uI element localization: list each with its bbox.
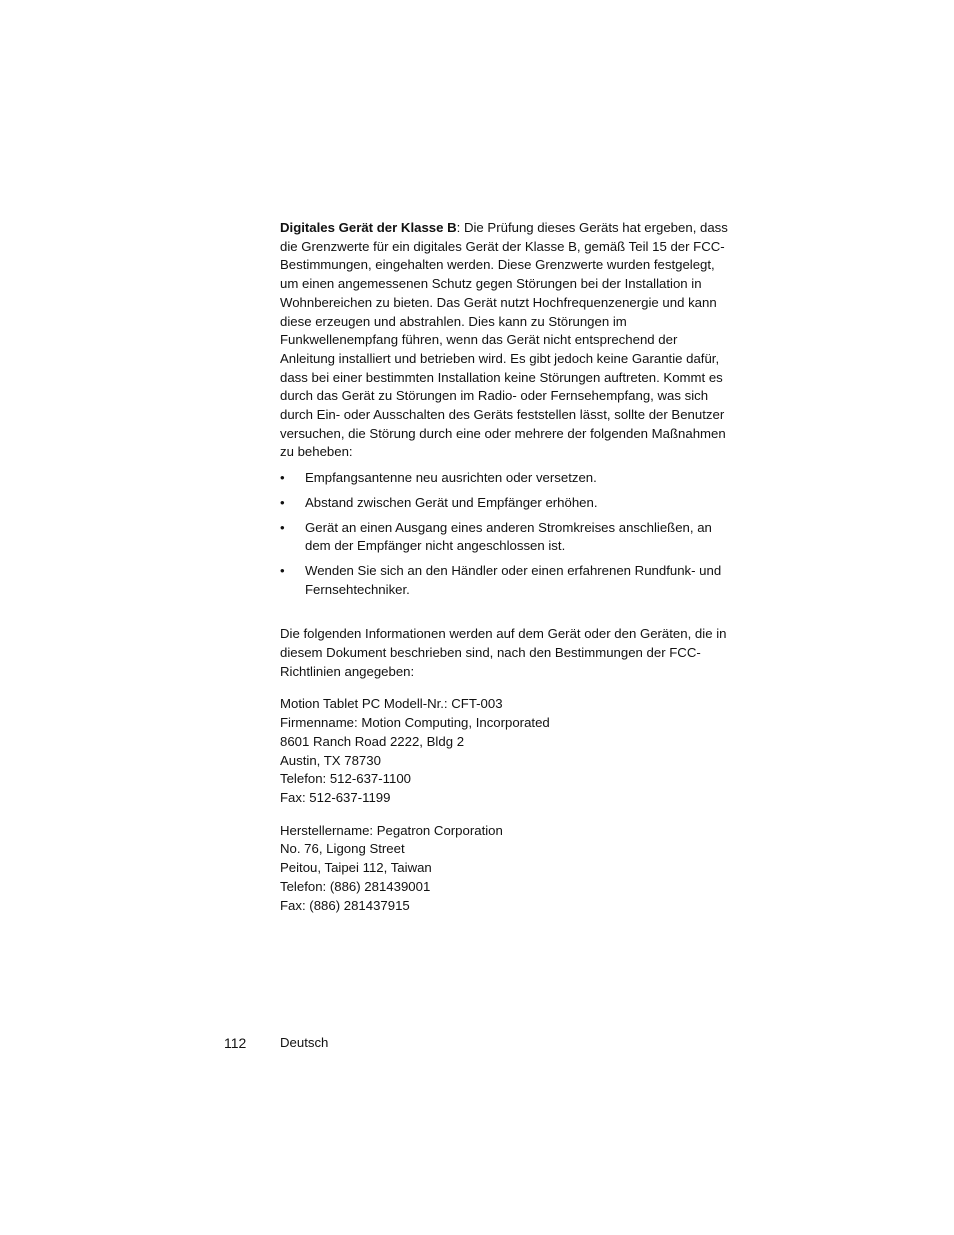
bullet-icon: •: [280, 519, 285, 535]
list-item-text: Empfangsantenne neu ausrichten oder versetzen.: [305, 470, 597, 486]
list-item: [280, 519, 732, 556]
company-address-block: [280, 695, 732, 807]
list-item-text: Abstand zwischen Gerät und Empfänger erhöhen.: [305, 494, 598, 510]
document-body: [280, 219, 732, 915]
address-line: Peitou, Taipei 112, Taiwan: [280, 860, 432, 876]
intro-heading: Digitales Gerät der Klasse B: [280, 220, 457, 235]
address-line: Motion Tablet PC Modell-Nr.: CFT-003: [280, 696, 503, 712]
address-line: 8601 Ranch Road 2222, Bldg 2: [280, 733, 465, 749]
info-paragraph: Die folgenden Informationen werden auf dem Gerät oder den Geräten, die in diesem Dokument beschrieben sind, nach den Bestimmungen der FCC-Richtlinien angegeben:: [280, 626, 727, 679]
measures-list: [280, 469, 732, 599]
address-line: Austin, TX 78730: [280, 752, 381, 768]
address-line: Fax: (886) 281437915: [280, 897, 410, 913]
address-line: Firmenname: Motion Computing, Incorporated: [280, 715, 550, 731]
address-line: Fax: 512-637-1199: [280, 789, 391, 805]
intro-paragraph: [280, 219, 732, 462]
address-line: Telefon: (886) 281439001: [280, 878, 431, 894]
list-item-text: Gerät an einen Ausgang eines anderen Stromkreises anschließen, an dem der Empfänger nicht angeschlossen ist.: [305, 519, 712, 554]
list-item-text: Wenden Sie sich an den Händler oder einen erfahrenen Rundfunk- und Fernsehtechniker.: [305, 562, 722, 597]
section-label: Deutsch: [280, 1035, 329, 1050]
address-line: No. 76, Ligong Street: [280, 841, 405, 857]
intro-text: : Die Prüfung dieses Geräts hat ergeben, dass die Grenzwerte für ein digitales Gerät der Klasse B, gemäß Teil 15 der FCC-Bestimmungen, eingehalten werden. Diese Grenzwerte wurden festgelegt, um einen angemessenen Schutz gegen Störungen bei der Installation in Wohnbereichen zu bieten. Das Gerät nutzt Hochfrequenzenergie und kann diese erzeugen und abstrahlen. Dies kann zu Störungen im Funkwellenempfang führen, wenn das Gerät nicht entsprechend der Anleitung installiert und betrieben wird. Es gibt jedoch keine Garantie dafür, dass bei einer bestimmten Installation keine Störungen auftreten. Kommt es durch das Gerät zu Störungen im Radio- oder Fernsehempfang, was sich durch Ein- oder Ausschalten des Geräts feststellen lässt, sollte der Benutzer versuchen, die Störung durch eine oder mehrere der folgenden Maßnahmen zu beheben:: [280, 220, 728, 460]
list-item: [280, 469, 732, 488]
bullet-icon: •: [280, 494, 285, 510]
page-number: 112: [224, 1035, 247, 1051]
manufacturer-address-block: [280, 822, 732, 916]
list-item: [280, 494, 732, 513]
list-item: [280, 562, 732, 599]
bullet-icon: •: [280, 470, 285, 486]
address-line: Herstellername: Pegatron Corporation: [280, 822, 503, 838]
bullet-icon: •: [280, 562, 285, 578]
address-line: Telefon: 512-637-1100: [280, 771, 411, 787]
